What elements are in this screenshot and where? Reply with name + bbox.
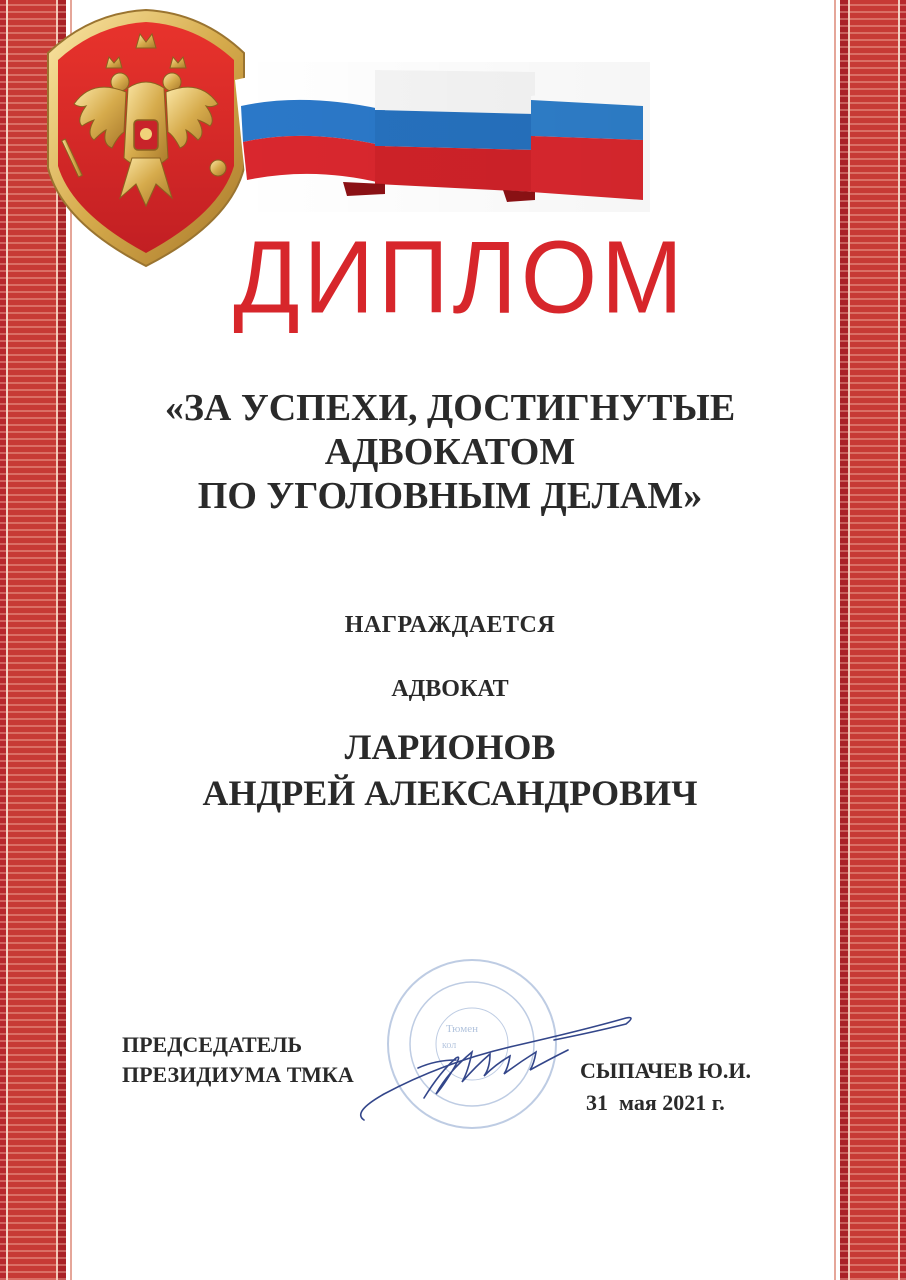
motto-line-2: АДВОКАТОМ bbox=[324, 431, 576, 473]
motto-line-1: «ЗА УСПЕХИ, ДОСТИГНУТЫЕ bbox=[164, 387, 736, 429]
recipient-name bbox=[110, 724, 790, 816]
recipient-role: АДВОКАТ bbox=[391, 676, 509, 702]
awarded-label: НАГРАЖДАЕТСЯ bbox=[344, 612, 556, 638]
issue-date: 31 мая 2021 г. bbox=[586, 1090, 725, 1115]
right-ornamental-border bbox=[840, 0, 906, 1280]
right-inner-rule bbox=[834, 0, 836, 1280]
waving-flag-icon bbox=[235, 62, 650, 212]
signer-position-line-1: ПРЕДСЕДАТЕЛЬ bbox=[122, 1032, 303, 1057]
recipient-surname: ЛАРИОНОВ bbox=[344, 727, 556, 767]
stamp-text-line-2: кол bbox=[442, 1040, 457, 1051]
award-motto bbox=[110, 386, 790, 518]
signer-position bbox=[122, 1030, 354, 1090]
signer-position-line-2: ПРЕЗИДИУМА ТМКА bbox=[122, 1062, 354, 1087]
signer-name: СЫПАЧЕВ Ю.И. bbox=[580, 1058, 752, 1083]
motto-line-3: ПО УГОЛОВНЫМ ДЕЛАМ» bbox=[197, 475, 703, 517]
recipient-given-names: АНДРЕЙ АЛЕКСАНДРОВИЧ bbox=[202, 773, 698, 813]
diploma-title: ДИПЛОМ bbox=[233, 219, 687, 335]
stamp-text-line-1: Тюмен bbox=[446, 1023, 478, 1035]
